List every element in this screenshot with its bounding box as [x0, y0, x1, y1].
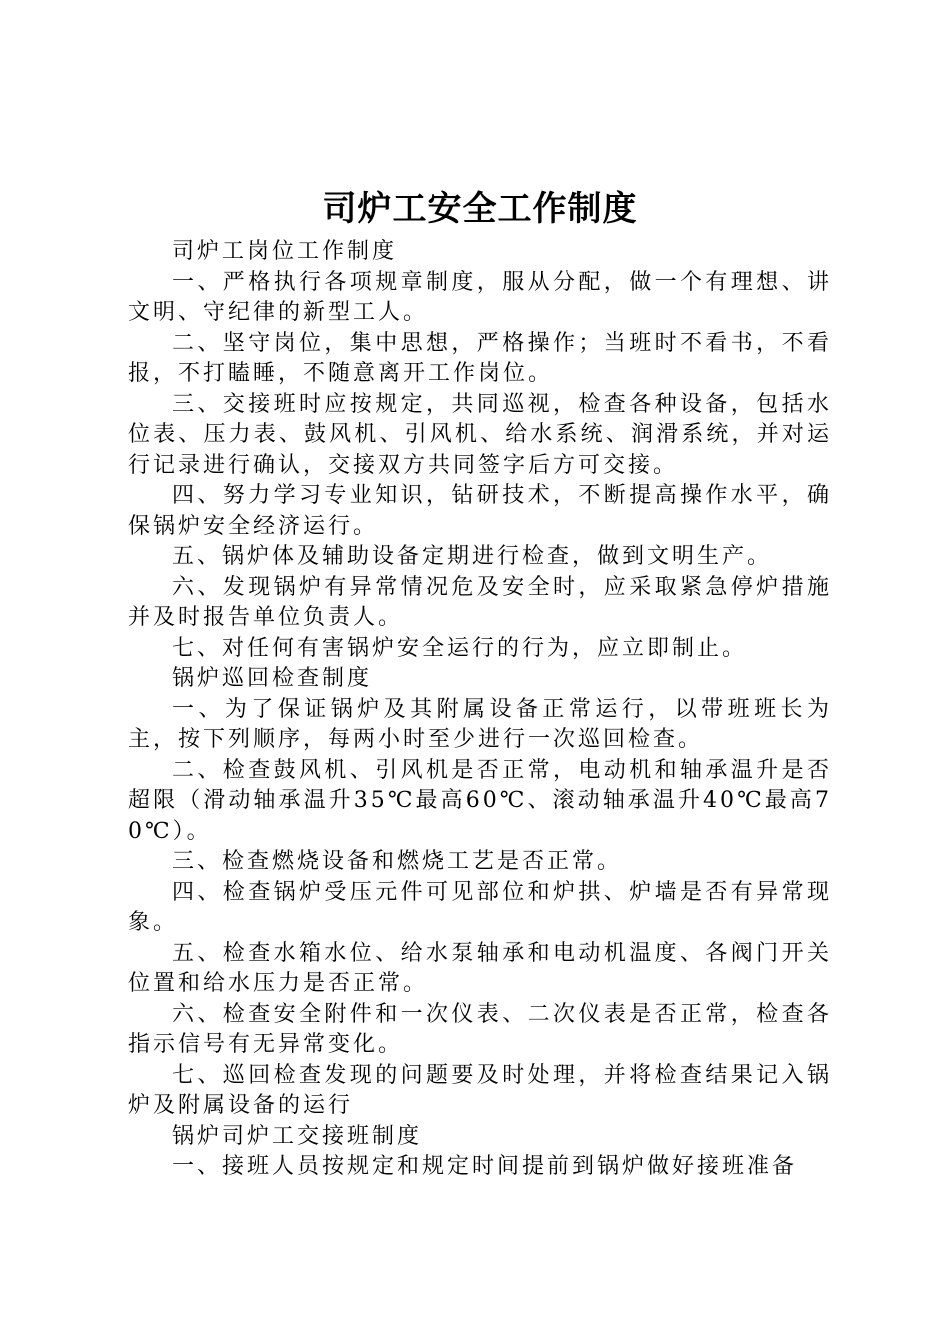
- document-page: [128, 183, 832, 1183]
- paragraph: 四、检查锅炉受压元件可见部位和炉拱、炉墙是否有异常现象。: [128, 879, 832, 935]
- paragraph: 一、接班人员按规定和规定时间提前到锅炉做好接班准备: [172, 1154, 798, 1179]
- paragraph: 六、发现锅炉有异常情况危及安全时，应采取紧急停炉措施并及时报告单位负责人。: [128, 574, 832, 630]
- document-title: 司炉工安全工作制度: [322, 189, 638, 229]
- paragraph: 五、检查水箱水位、给水泵轴承和电动机温度、各阀门开关位置和给水压力是否正常。: [128, 940, 832, 996]
- paragraph: 一、为了保证锅炉及其附属设备正常运行，以带班班长为主，按下列顺序，每两小时至少进行一次巡回检查。: [128, 696, 832, 752]
- paragraph: 四、努力学习专业知识，钻研技术，不断提高操作水平，确保锅炉安全经济运行。: [128, 483, 832, 539]
- document-body: [128, 237, 832, 1183]
- paragraph: 三、交接班时应按规定，共同巡视，检查各种设备，包括水位表、压力表、鼓风机、引风机、给水系统、润滑系统，并对运行记录进行确认，交接双方共同签字后方可交接。: [128, 391, 832, 478]
- paragraph: 二、检查鼓风机、引风机是否正常，电动机和轴承温升是否超限（滑动轴承温升35℃最高60℃、滚动轴承温升40℃最高70℃）。: [128, 757, 832, 844]
- paragraph: 三、检查燃烧设备和燃烧工艺是否正常。: [172, 849, 623, 874]
- paragraph: 六、检查安全附件和一次仪表、二次仪表是否正常，检查各指示信号有无异常变化。: [128, 1001, 832, 1057]
- section-heading: 锅炉巡回检查制度: [172, 666, 373, 691]
- paragraph: 七、巡回检查发现的问题要及时处理，并将检查结果记入锅炉及附属设备的运行: [128, 1062, 832, 1118]
- section-heading: 锅炉司炉工交接班制度: [172, 1123, 423, 1149]
- section-heading: 司炉工岗位工作制度: [172, 239, 398, 264]
- paragraph: 五、锅炉体及辅助设备定期进行检查，做到文明生产。: [172, 544, 773, 569]
- paragraph: 七、对任何有害锅炉安全运行的行为，应立即制止。: [172, 635, 748, 661]
- paragraph: 二、坚守岗位，集中思想，严格操作；当班时不看书，不看报，不打瞌睡，不随意离开工作岗位。: [128, 330, 832, 386]
- paragraph: 一、严格执行各项规章制度，服从分配，做一个有理想、讲文明、守纪律的新型工人。: [128, 269, 832, 325]
